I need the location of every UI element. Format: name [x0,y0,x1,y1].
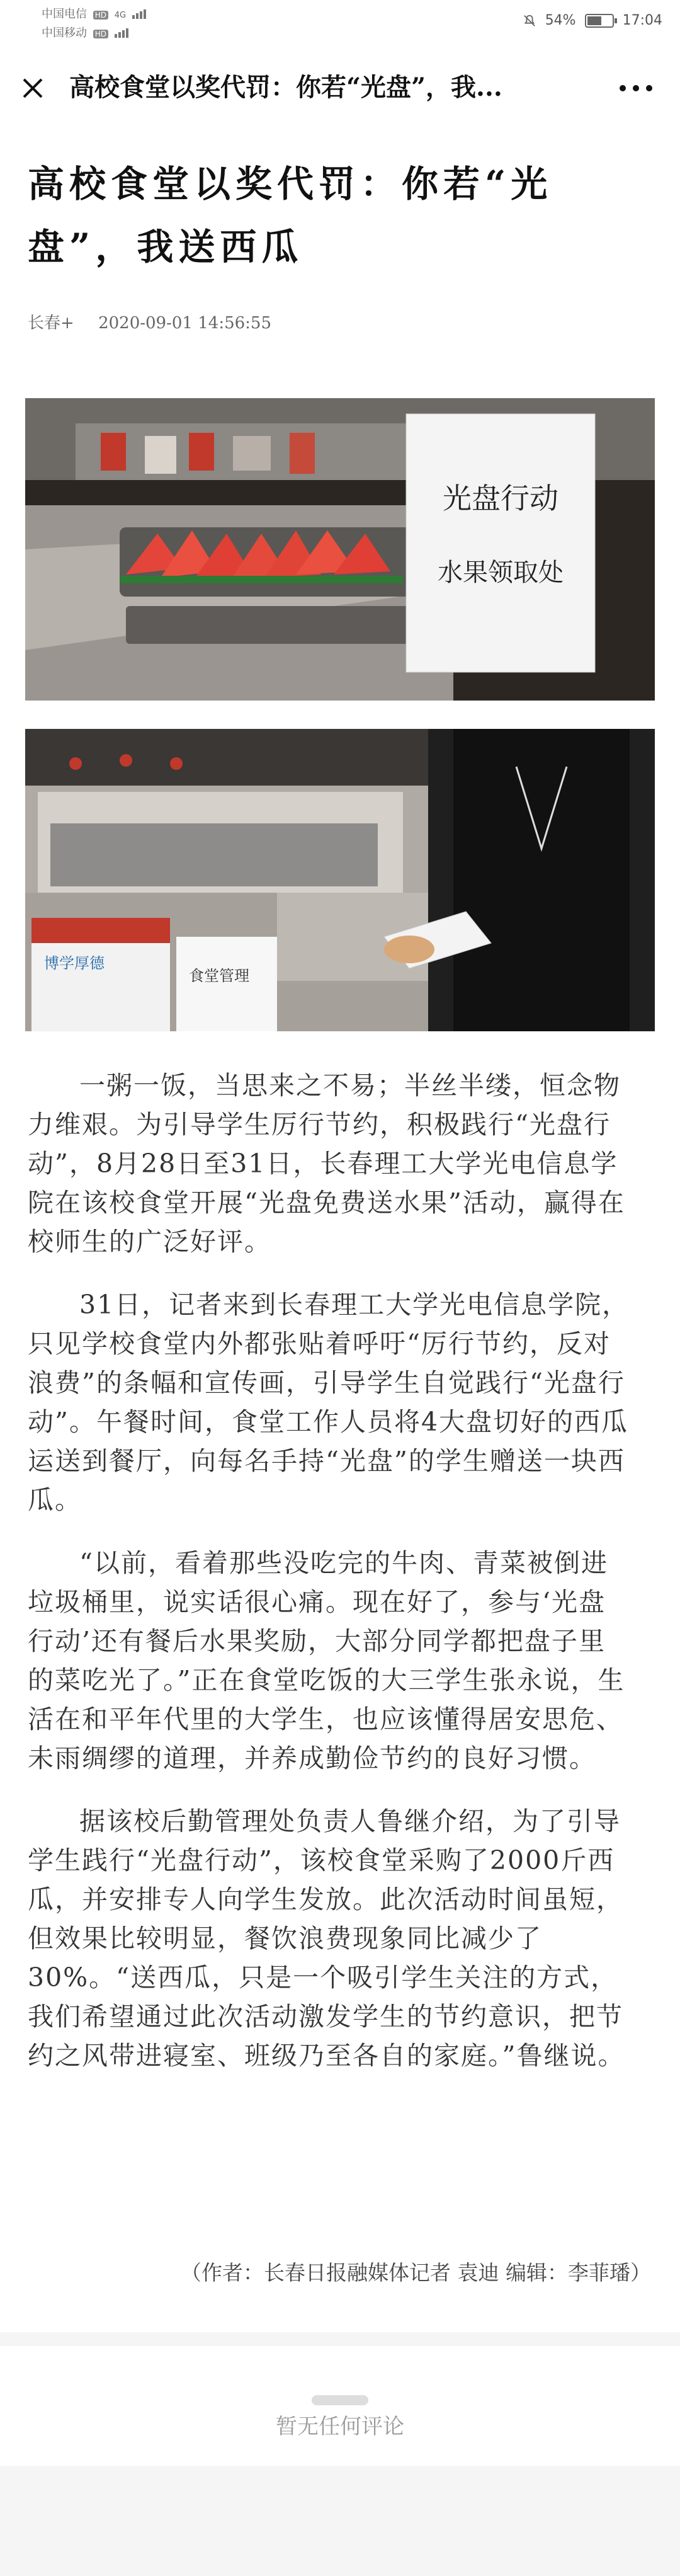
no-comments-text: 暂无任何评论 [276,2414,404,2439]
article-photo-watermelon [25,398,655,701]
cafeteria-photo-illustration [25,729,655,1031]
article-meta [28,310,271,333]
battery-percent: 54% [545,13,576,28]
header-bar [0,49,680,127]
header-title: 高校食堂以奖代罚：你若“光盘”，我... [69,72,502,102]
signal-icon [132,9,147,22]
close-icon[interactable] [20,76,45,101]
photo2-banner-1: 博学厚德 [44,954,105,972]
signal-type-label: 4G [114,11,127,20]
carrier-1-name: 中国电信 [42,8,87,21]
carrier-1 [42,5,147,22]
article-card [0,127,680,2332]
article-credit: （作者：长春日报融媒体记者 袁迪 编辑：李菲璠） [181,2260,651,2285]
network-1-badge: HD [93,11,108,20]
article-body [28,1066,632,2099]
carrier-2-name: 中国移动 [42,26,87,40]
photo2-banner-2: 食堂管理 [189,967,249,985]
clock: 17:04 [622,13,662,28]
comments-section [0,2346,680,2466]
carrier-2 [42,24,130,41]
article-photo-cafeteria [25,729,655,1031]
notifications-off-icon [523,13,536,28]
article-paragraph-3: “以前，看着那些没吃完的牛肉、青菜被倒进垃圾桶里，说实话很心痛。现在好了，参与‘光盘行动’还有餐后水果奖励，大部分同学都把盘子里的菜吃光了。”正在食堂吃饭的大三学生张永说，生活在和平年代里的大学生，也应该懂得居安思危、未雨绸缪的道理，并养成勤俭节约的良好习惯。 [28,1548,625,1773]
comments-handle[interactable] [312,2395,368,2405]
network-2-badge: HD [93,30,108,38]
signal-icon-2 [115,28,130,41]
article-source[interactable]: 长春+ [28,314,74,333]
status-right [523,13,662,28]
battery-icon [585,14,614,28]
more-options-icon[interactable] [620,82,652,94]
status-bar [0,0,680,49]
photo1-sign-line2: 水果领取处 [438,558,564,587]
photo1-sign-line1: 光盘行动 [443,481,558,515]
article-paragraph-2: 31日，记者来到长春理工大学光电信息学院，只见学校食堂内外都张贴着呼吁“厉行节约，反对浪费”的条幅和宣传画，引导学生自觉践行“光盘行动”。午餐时间，食堂工作人员将4大盘切好的西瓜运送到餐厅，向每名手持“光盘”的学生赠送一块西瓜。 [28,1290,630,1515]
article-paragraph-4: 据该校后勤管理处负责人鲁继介绍，为了引导学生践行“光盘行动”，该校食堂采购了2000斤西瓜，并安排专人向学生发放。此次活动时间虽短，但效果比较明显，餐饮浪费现象同比减少了30%。“送西瓜，只是一个吸引学生关注的方式，我们希望通过此次活动激发学生的节约意识，把节约之风带进寝室、班级乃至各自的家庭。”鲁继说。 [28,1806,625,2071]
watermelon-photo-illustration [25,398,655,701]
article-title: 高校食堂以奖代罚：你若“光盘”，我送西瓜 [28,163,553,268]
article-date: 2020-09-01 14:56:55 [98,314,272,333]
article-paragraph-1: 一粥一饭，当思来之不易；半丝半缕，恒念物力维艰。为引导学生厉行节约，积极践行“光盘行动”，8月28日至31日，长春理工大学光电信息学院在该校食堂开展“光盘免费送水果”活动，赢得在校师生的广泛好评。 [28,1070,625,1257]
